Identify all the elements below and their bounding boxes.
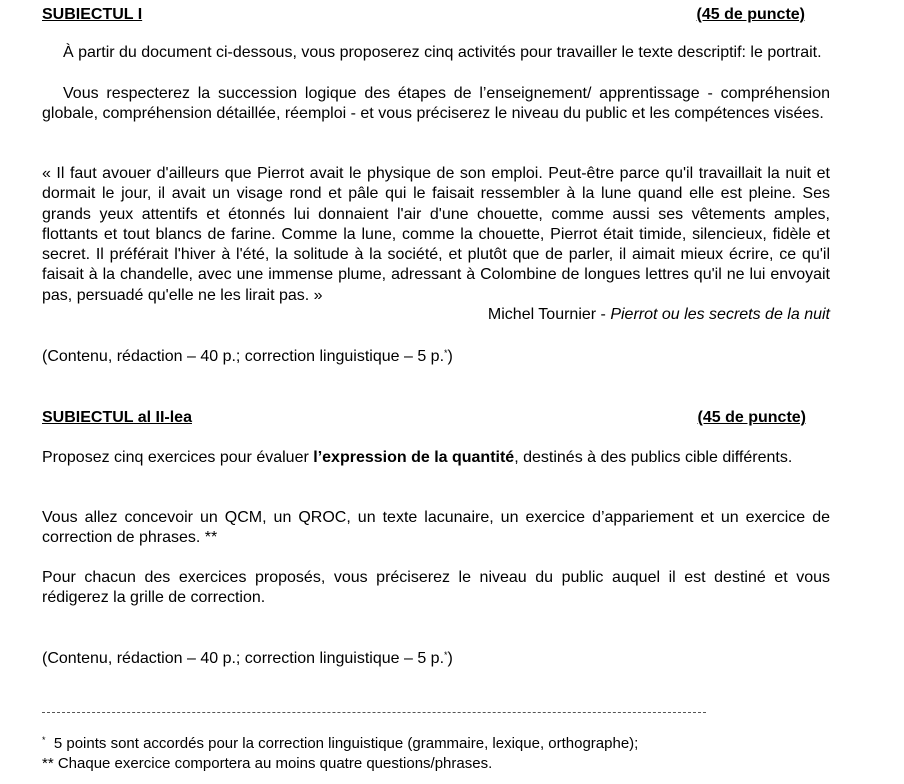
subject1-instruction-1: À partir du document ci-dessous, vous proposerez cinq activités pour travailler le texte descriptif: le portrait.: [63, 44, 822, 61]
subject1-title: SUBIECTUL I: [42, 6, 143, 23]
subject2-paragraph-2: Vous allez concevoir un QCM, un QROC, un texte lacunaire, un exercice d’appariement et un exercice de correction de phrases. **: [42, 509, 830, 547]
subject2-paragraph-1: [42, 448, 830, 468]
subject1-scoring-end: ): [447, 348, 453, 365]
author-name: Michel Tournier -: [487, 306, 611, 323]
footnote-divider: [42, 712, 706, 713]
quote-text: « Il faut avouer d'ailleurs que Pierrot avait le physique de son emploi. Peut-être parce qu'il travaillait la nuit et dormait le jour, il avait un visage rond et pâle qui le faisait ressembler à la lune quand elle est pleine. Ses grands yeux attentifs et étonnés lui donnaient l'air d'une chouette, comme aussi ses vêtements amples, flottants et tout blancs de farine. Comme la lune, comme la chouette, Pierrot était timide, silencieux, fidèle et secret. Il préférait l'hiver à l'été, la solitude à la société, et plutôt que de parler, il aimait mieux écrire, ce qu'il faisait à la chandelle, avec une immense plume, adressant à Colombine de longues lettres qu'il ne lui envoyait pas, persuadé qu'elle ne les lirait pas. »: [42, 165, 830, 304]
footnote-1: [42, 734, 638, 754]
footnote-1-mark: *: [42, 735, 46, 745]
subject2-scoring-mark: *: [444, 650, 448, 660]
subject2-p1-start: Proposez cinq exercices pour évaluer: [42, 449, 314, 466]
subject1-scoring-mark: *: [444, 348, 448, 358]
subject1-scoring-text: (Contenu, rédaction – 40 p.; correction linguistique – 5 p.: [42, 348, 445, 365]
subject2-paragraph-3: Pour chacun des exercices proposés, vous préciserez le niveau du public auquel il est destiné et vous rédigerez la grille de correction.: [42, 569, 830, 607]
subject2-scoring-text: (Contenu, rédaction – 40 p.; correction linguistique – 5 p.: [42, 650, 445, 667]
subject2-heading: [42, 408, 806, 428]
subject1-heading: [42, 5, 805, 25]
subject2-title: SUBIECTUL al II-lea: [42, 409, 192, 426]
work-title: Pierrot ou les secrets de la nuit: [610, 306, 830, 323]
subject2-scoring: [42, 649, 830, 669]
subject1-instruction-2: Vous respecterez la succession logique des étapes de l’enseignement/ apprentissage - compréhension globale, compréhension détaillée, réemploi - et vous préciserez le niveau du public et les compétences visées.: [42, 85, 830, 123]
subject2-p1-bold: l’expression de la quantité: [313, 449, 515, 466]
subject2-p1-end: , destinés à des publics cible différents.: [514, 449, 793, 466]
subject1-points: (45 de puncte): [696, 6, 805, 23]
footnote-1-text: 5 points sont accordés pour la correction linguistique (grammaire, lexique, orthographe);: [53, 735, 639, 752]
subject2-points: (45 de puncte): [697, 409, 806, 426]
subject1-scoring: [42, 347, 830, 367]
quote-author: [488, 305, 830, 325]
subject2-scoring-end: ): [447, 650, 453, 667]
footnote-2: ** Chaque exercice comportera au moins quatre questions/phrases.: [42, 755, 493, 772]
